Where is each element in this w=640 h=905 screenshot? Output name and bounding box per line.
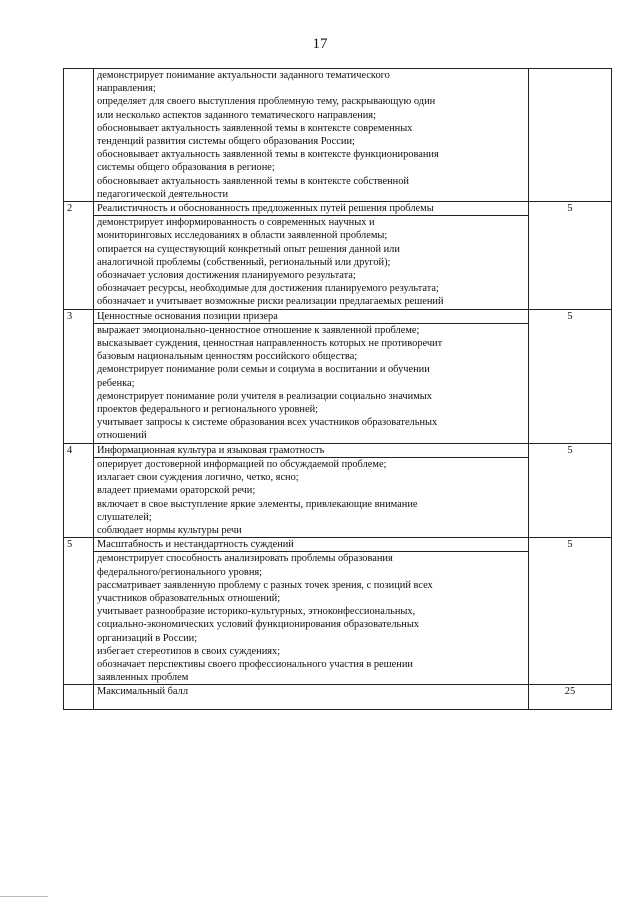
criterion-title-row — [64, 309, 612, 323]
criterion-line: системы общего образования в регионе; — [97, 162, 275, 174]
max-score-cell: 5 — [529, 202, 612, 310]
criterion-line: направления; — [97, 83, 156, 95]
criterion-title: Реалистичность и обоснованность предложенных путей решения проблемы — [94, 202, 529, 216]
table-row-continuation — [64, 69, 612, 202]
criterion-line: учитывает разнообразие историко-культурных, этноконфессиональных, — [97, 606, 416, 618]
criterion-title: Информационная культура и языковая грамотность — [94, 443, 529, 457]
criterion-line: включает в свое выступление яркие элементы, привлекающие внимание — [97, 498, 418, 510]
criterion-line: обосновывает актуальность заявленной темы в контексте функционирования — [97, 149, 439, 161]
total-label: Максимальный балл — [94, 685, 529, 710]
row-number-cell: 5 — [64, 538, 94, 685]
criteria-table — [63, 68, 612, 710]
criterion-line: обозначает перспективы своего профессионального участия в решении — [97, 658, 413, 670]
criterion-line: педагогической деятельности — [97, 188, 229, 200]
criterion-line: проектов федерального и регионального уровней; — [97, 404, 319, 416]
criterion-line: обозначает условия достижения планируемого результата; — [97, 270, 356, 282]
criterion-title-row — [64, 202, 612, 216]
criterion-line: базовым национальным ценностям российского общества; — [97, 351, 358, 363]
criterion-line: излагает свои суждения логично, четко, ясно; — [97, 472, 299, 484]
criterion-line: ребенка; — [97, 377, 135, 389]
criterion-line: аналогичной проблемы (собственный, региональный или другой); — [97, 256, 391, 268]
criterion-indicators — [94, 216, 529, 309]
criterion-indicators — [94, 457, 529, 537]
criterion-line: оперирует достоверной информацией по обсуждаемой проблеме; — [97, 458, 387, 470]
criterion-indicators — [94, 552, 529, 685]
criterion-indicators — [94, 323, 529, 443]
criterion-line: слушателей; — [97, 511, 152, 523]
row-number-cell — [64, 69, 94, 202]
criterion-line: обосновывает актуальность заявленной темы в контексте современных — [97, 122, 413, 134]
max-score-cell: 5 — [529, 538, 612, 685]
criterion-line: или несколько аспектов заданного тематического направления; — [97, 109, 376, 121]
criterion-title-row — [64, 538, 612, 552]
criterion-line: тенденций развития системы общего образования России; — [97, 136, 355, 148]
criterion-line: демонстрирует информированность о современных научных и — [97, 217, 375, 229]
criterion-line: демонстрирует понимание роли семьи и социума в воспитании и обучении — [97, 364, 430, 376]
row-number-cell: 3 — [64, 309, 94, 443]
criterion-line: участников образовательных отношений; — [97, 592, 281, 604]
row-number-cell: 2 — [64, 202, 94, 310]
page-number: 17 — [312, 36, 328, 52]
criterion-line: социально-экономических условий функционирования образовательных — [97, 619, 420, 631]
criterion-line: демонстрирует понимание роли учителя в реализации социально значимых — [97, 390, 432, 402]
criterion-line: рассматривает заявленную проблему с разных точек зрения, с позиций всех — [97, 579, 433, 591]
max-score-cell: 5 — [529, 309, 612, 443]
criterion-line: демонстрирует понимание актуальности заданного тематического — [97, 70, 390, 81]
criterion-line: обозначает и учитывает возможные риски реализации предлагаемых решений — [97, 296, 444, 308]
criterion-line: демонстрирует способность анализировать проблемы образования — [97, 553, 393, 565]
score-cell — [529, 69, 612, 202]
criterion-line: обосновывает актуальность заявленной темы в контексте собственной — [97, 175, 409, 187]
criterion-line: определяет для своего выступления проблемную тему, раскрывающую один — [97, 96, 436, 108]
criterion-line: мониторинговых исследованиях в области заявленной проблемы; — [97, 230, 388, 242]
criterion-title-row — [64, 443, 612, 457]
criterion-line: выражает эмоционально-ценностное отношение к заявленной проблеме; — [97, 324, 420, 336]
row-number-cell: 4 — [64, 443, 94, 537]
criterion-line: владеет приемами ораторской речи; — [97, 485, 256, 497]
criterion-text-cell — [94, 69, 529, 202]
total-row — [64, 685, 612, 710]
total-score: 25 — [529, 685, 612, 710]
criterion-line: учитывает запросы к системе образования всех участников образовательных — [97, 417, 438, 429]
criterion-line: заявленных проблем — [97, 672, 189, 684]
criterion-line: организаций в России; — [97, 632, 198, 644]
criterion-title: Масштабность и нестандартность суждений — [94, 538, 529, 552]
criterion-title: Ценностные основания позиции призера — [94, 309, 529, 323]
criterion-line: отношений — [97, 430, 147, 442]
criterion-line: соблюдает нормы культуры речи — [97, 524, 242, 536]
criterion-line: избегает стереотипов в своих суждениях; — [97, 645, 281, 657]
total-number-cell — [64, 685, 94, 710]
criterion-line: опирается на существующий конкретный опыт решения данной или — [97, 243, 400, 255]
criterion-line: федерального/регионального уровня; — [97, 566, 263, 578]
scan-edge-line — [0, 896, 48, 897]
criterion-line: обозначает ресурсы, необходимые для достижения планируемого результата; — [97, 283, 439, 295]
max-score-cell: 5 — [529, 443, 612, 537]
criterion-line: высказывает суждения, ценностная направленность которых не противоречит — [97, 338, 443, 350]
